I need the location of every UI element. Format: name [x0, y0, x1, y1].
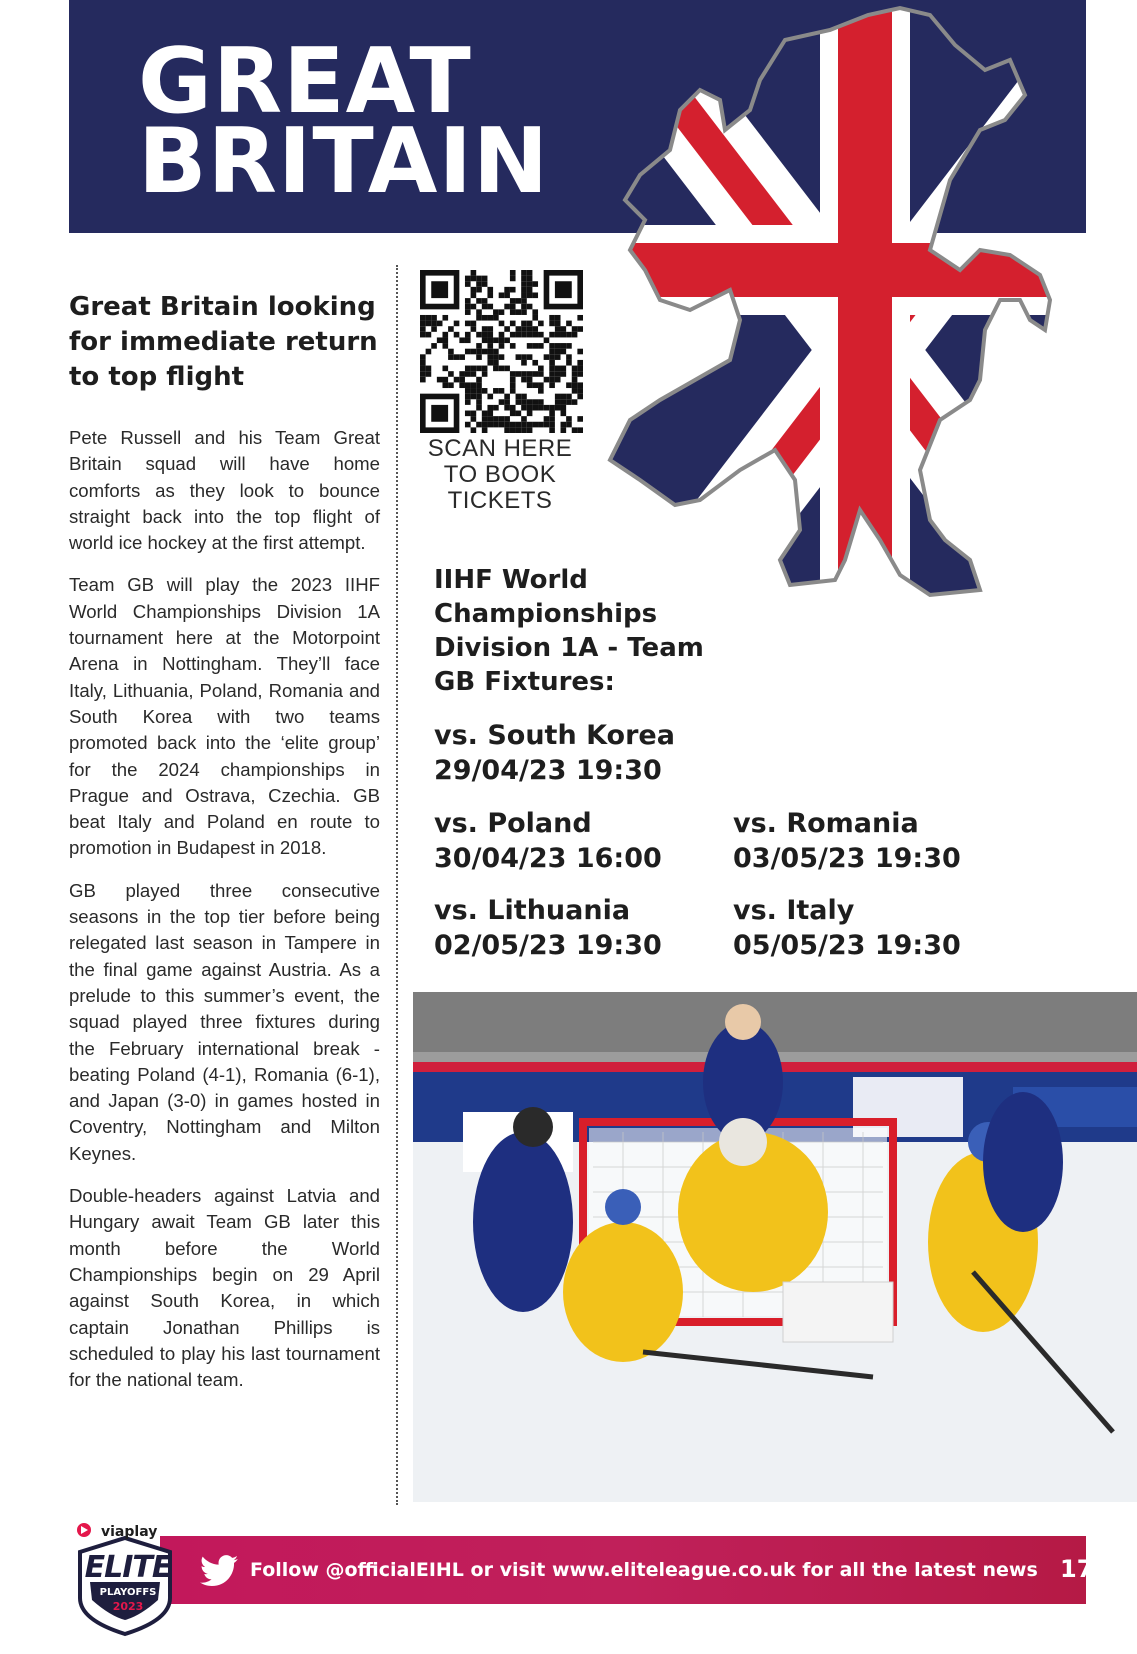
fixture-opponent: vs. Romania: [733, 808, 919, 839]
fixture-opponent: vs. Lithuania: [434, 895, 631, 926]
fixture-datetime: 05/05/23 19:30: [733, 930, 961, 961]
qr-caption: [410, 436, 590, 514]
fixture-item: [434, 718, 675, 788]
fixture-item: [434, 806, 662, 876]
fixture-item: [733, 806, 961, 876]
article-paragraph: Team GB will play the 2023 IIHF World Championships Division 1A tournament here at the Motorpoint Arena in Nottingham. They’ll face Italy, Lithuania, Poland, Romania and South Korea with two teams promoted back into the ‘elite group’ for the 2024 championships in Prague and Ostrava, Czechia. GB beat Italy and Poland en route to promotion in Budapest in 2018.: [69, 574, 380, 859]
footer-text: Follow @officialEIHL or visit www.eliteleague.co.uk for all the latest news: [250, 1559, 1038, 1581]
title-line-2: BRITAIN: [138, 109, 550, 214]
page-title: [138, 29, 550, 214]
logo-playoffs-label: PLAYOFFS: [99, 1587, 157, 1598]
title-line-1: GREAT: [138, 29, 472, 134]
column-divider: [396, 265, 398, 1505]
page-number: 17: [1060, 1555, 1094, 1583]
logo-elite-wordmark: ELITE: [84, 1550, 172, 1585]
qr-caption-line: TO BOOK: [443, 461, 557, 488]
twitter-bird-icon[interactable]: [200, 1555, 238, 1587]
fixture-opponent: vs. Poland: [434, 808, 592, 839]
article-paragraph: Pete Russell and his Team Great Britain squad will have home comforts as they look to bounce straight back into the top flight of world ice hockey at the first attempt.: [69, 427, 380, 554]
fixture-opponent: vs. South Korea: [434, 720, 675, 751]
article-paragraph: GB played three consecutive seasons in the top tier before being relegated last season in Tampere in the final game against Austria. As a prelude to this summer’s event, the squad played three fixtures during the February international break - beating Poland (4-1), Romania (6-1), and Japan (3-0) in games hosted in Coventry, Nottingham and Milton Keynes.: [69, 879, 380, 1164]
fixture-opponent: vs. Italy: [733, 895, 855, 926]
ice-hockey-photo: [413, 992, 1137, 1502]
logo-year: 2023: [112, 1600, 144, 1613]
fixtures-title: IIHF World Championships Division 1A - Team GB Fixtures:: [434, 565, 704, 697]
fixture-datetime: 03/05/23 19:30: [733, 843, 961, 874]
qr-caption-line: SCAN HERE: [427, 435, 573, 462]
article-column: [69, 290, 380, 1409]
fixture-item: [434, 893, 662, 963]
qr-code-icon[interactable]: [420, 270, 583, 433]
qr-caption-line: TICKETS: [447, 487, 553, 514]
fixture-datetime: 02/05/23 19:30: [434, 930, 662, 961]
fixture-datetime: 30/04/23 16:00: [434, 843, 662, 874]
fixture-datetime: 29/04/23 19:30: [434, 755, 662, 786]
article-headline: Great Britain looking for immediate return to top flight: [69, 292, 378, 392]
article-paragraph: Double-headers against Latvia and Hungary await Team GB later this month before the World Championships begin on 29 April against South Korea, in which captain Jonathan Phillips is scheduled to play his last tournament for the national team.: [69, 1185, 380, 1391]
fixture-item: [733, 893, 961, 963]
logo-brand: viaplay: [101, 1524, 158, 1540]
